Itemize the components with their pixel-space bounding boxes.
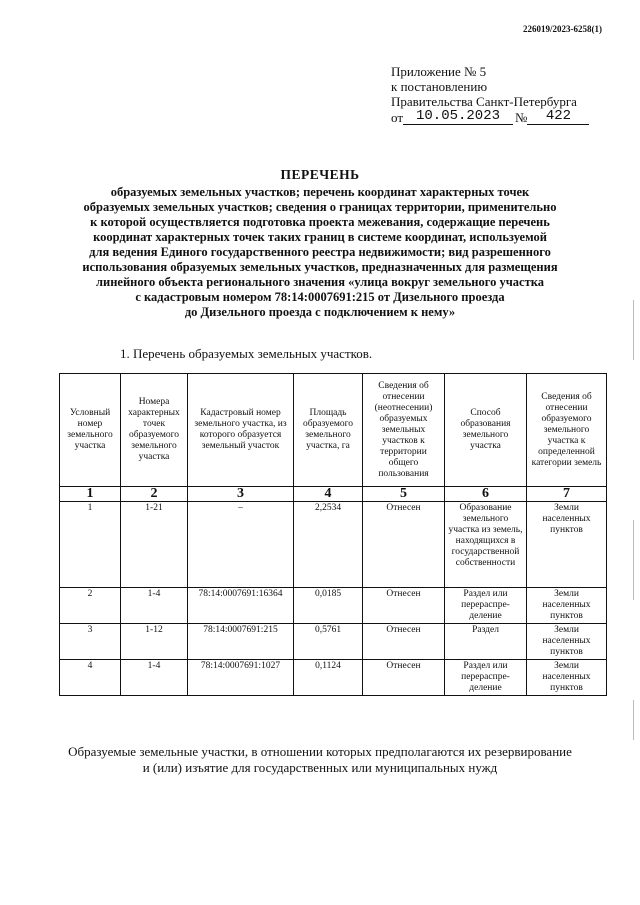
table-cell: 0,5761 <box>294 624 363 660</box>
column-header: Сведения об отнесении (неотнесении) образуемых земельных участков к территории общего пользования <box>363 374 445 487</box>
table-cell: 78:14:0007691:1027 <box>188 660 294 696</box>
table-row <box>60 502 607 588</box>
column-header: Кадастровый номер земельного участка, из которого образуется земельный участок <box>188 374 294 487</box>
note-line: Образуемые земельные участки, в отношении которых предполагаются их резервирование <box>68 744 572 759</box>
column-number: 1 <box>60 487 121 502</box>
column-number: 4 <box>294 487 363 502</box>
table-cell: Земли населенных пунктов <box>527 588 607 624</box>
column-number: 2 <box>121 487 188 502</box>
table-cell: 1-4 <box>121 588 188 624</box>
column-number: 6 <box>445 487 527 502</box>
appendix-block <box>391 64 589 125</box>
table-cell: 2 <box>60 588 121 624</box>
from-label: от <box>391 110 404 125</box>
document-registration-number: 226019/2023-6258(1) <box>523 24 602 34</box>
table-cell: Отнесен <box>363 660 445 696</box>
appendix-line: Правительства Санкт-Петербурга <box>391 94 577 109</box>
table-cell: 1 <box>60 502 121 588</box>
column-number: 5 <box>363 487 445 502</box>
column-header: Площадь образуемого земельного участка, га <box>294 374 363 487</box>
document-title <box>0 167 640 320</box>
table-cell: 2,2534 <box>294 502 363 588</box>
table-cell: Отнесен <box>363 502 445 588</box>
table-cell: 78:14:0007691:16364 <box>188 588 294 624</box>
table-cell: Отнесен <box>363 588 445 624</box>
column-numbers-row <box>60 487 607 502</box>
table-row <box>60 624 607 660</box>
appendix-date-line <box>391 109 589 125</box>
table-cell: 1-12 <box>121 624 188 660</box>
title-line: образуемых земельных участков; перечень координат характерных точек <box>110 185 530 199</box>
table-cell: Земли населенных пунктов <box>527 624 607 660</box>
table-cell: 1-4 <box>121 660 188 696</box>
column-header: Условный номер земельного участка <box>60 374 121 487</box>
title-line: линейного объекта регионального значения «улица вокруг земельного участка <box>95 275 544 289</box>
table-cell: Раздел или перераспре-деление <box>445 660 527 696</box>
column-header: Способ образования земельного участка <box>445 374 527 487</box>
appendix-line: Приложение № 5 <box>391 64 487 79</box>
table-cell: 3 <box>60 624 121 660</box>
title-line: использования образуемых земельных участков, предназначенных для размещения <box>82 260 558 274</box>
column-number: 7 <box>527 487 607 502</box>
title-line: для ведения Единого государственного реестра недвижимости; вид разрешенного <box>89 245 551 259</box>
table-cell: Отнесен <box>363 624 445 660</box>
table-cell: Земли населенных пунктов <box>527 660 607 696</box>
table-header-row <box>60 374 607 487</box>
title-heading: ПЕРЕЧЕНЬ <box>280 167 360 182</box>
scan-margin-mark <box>633 300 634 360</box>
table-cell: 4 <box>60 660 121 696</box>
reservation-note <box>0 744 640 776</box>
title-line: координат характерных точек таких границ в системе координат, используемой <box>93 230 547 244</box>
title-line: образуемых земельных участков; сведения о границах территории, применительно <box>83 200 557 214</box>
appendix-line: к постановлению <box>391 79 488 94</box>
number-label: № <box>515 110 528 125</box>
table-cell: Раздел <box>445 624 527 660</box>
title-line: к которой осуществляется подготовка проекта межевания, содержащие перечень <box>90 215 550 229</box>
table-cell: 1-21 <box>121 502 188 588</box>
table-cell: Земли населенных пунктов <box>527 502 607 588</box>
table-cell: – <box>188 502 294 588</box>
table-cell: 0,0185 <box>294 588 363 624</box>
scan-margin-mark <box>633 520 634 600</box>
note-line: и (или) изъятие для государственных или муниципальных нужд <box>142 760 498 775</box>
column-number: 3 <box>188 487 294 502</box>
land-plots-table <box>59 373 607 696</box>
table-row <box>60 588 607 624</box>
table-cell: 78:14:0007691:215 <box>188 624 294 660</box>
decree-number: 422 <box>527 109 589 125</box>
column-header: Сведения об отнесении образуемого земельного участка к определенной категории земель <box>527 374 607 487</box>
table-row <box>60 660 607 696</box>
decree-date: 10.05.2023 <box>403 109 513 125</box>
table-cell: Раздел или перераспре-деление <box>445 588 527 624</box>
section-title: 1. Перечень образуемых земельных участков. <box>120 346 373 361</box>
title-line: с кадастровым номером 78:14:0007691:215 от Дизельного проезда <box>135 290 505 304</box>
table-cell: Образование земельного участка из земель, находящихся в государственной собственности <box>445 502 527 588</box>
table-cell: 0,1124 <box>294 660 363 696</box>
scan-margin-mark <box>633 700 634 740</box>
column-header: Номера характерных точек образуемого земельного участка <box>121 374 188 487</box>
title-line: до Дизельного проезда с подключением к нему» <box>184 305 456 319</box>
